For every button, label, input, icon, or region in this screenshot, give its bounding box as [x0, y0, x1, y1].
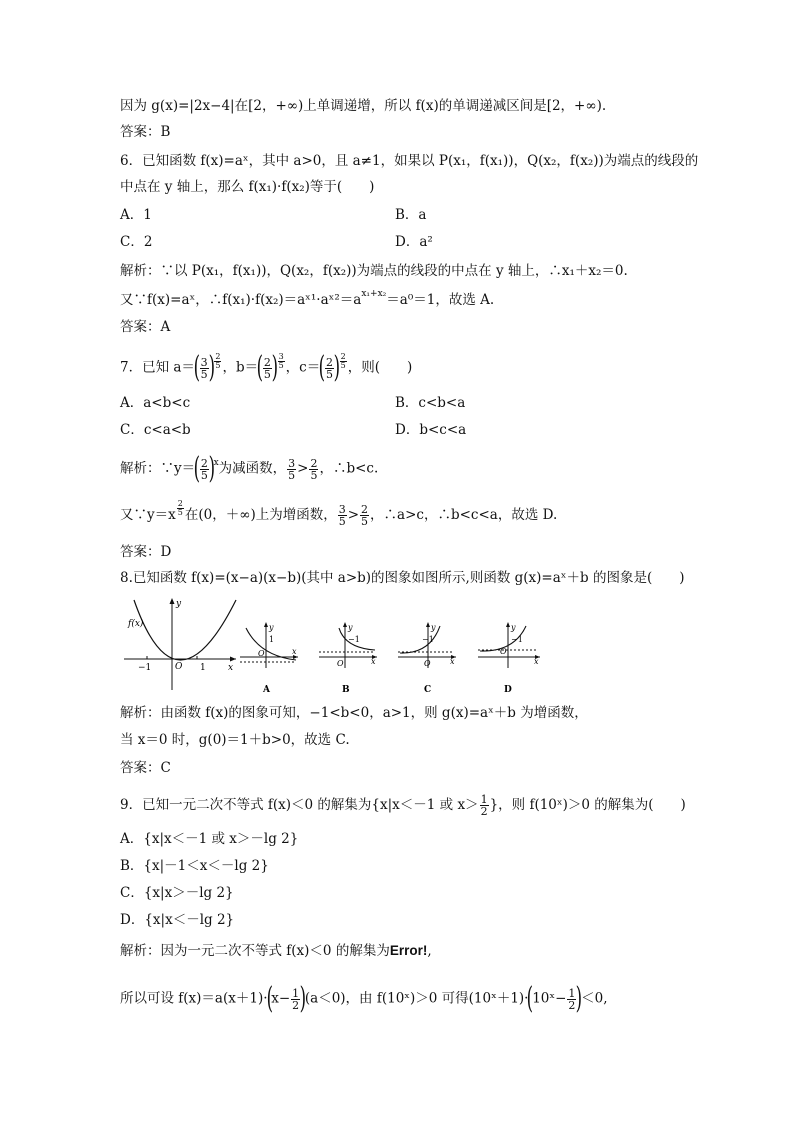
graph-option-a	[240, 622, 298, 695]
x-label: x	[450, 657, 455, 666]
q9-end: }，则 f(10ˣ)＞0 的解集为( )	[489, 797, 686, 813]
option-label-b: B	[342, 685, 350, 695]
q7-option-b: B．c<b<a	[395, 395, 466, 411]
fraction-3-5: $\frac{3}{5}$	[338, 503, 346, 528]
option-label-c: C	[424, 685, 432, 695]
option-label-a: A	[263, 685, 270, 695]
right-paren: )	[299, 981, 307, 1016]
right-paren: )	[208, 451, 215, 486]
q7-solution-2	[120, 499, 558, 528]
question-6-line1: 6．已知函数 f(x)=aˣ，其中 a>0，且 a≠1，如果以 P(x₁，f(x₁))，Q(x₂，f(x₂))为端点的线段的	[120, 153, 699, 169]
fraction-1-2: $\frac{1}{2}$	[480, 793, 488, 818]
q9s2-a: 所以可设 f(x)＝a(x＋1)·	[120, 990, 268, 1007]
graph-option-b	[319, 622, 377, 695]
left-paren: (	[256, 350, 264, 385]
graph-option-c	[398, 622, 456, 695]
answer-7: 答案：D	[120, 544, 172, 560]
origin-label: O	[337, 659, 344, 668]
q9-option-a: A．{x|x＜－1 或 x＞－lg 2}	[120, 831, 299, 847]
x-label: x	[371, 657, 376, 666]
origin-label: O	[258, 649, 265, 658]
fraction-2-5: $\frac{2}{5}$	[200, 456, 208, 482]
main-x-label: x	[228, 663, 234, 673]
q9-option-c: C．{x|x＞－lg 2}	[120, 885, 234, 901]
q7-end: ，则( )	[347, 359, 413, 376]
origin-label: O	[424, 659, 431, 668]
question-8-figure	[118, 594, 548, 698]
y-arrow	[343, 622, 347, 627]
tenx-minus: 10ˣ−	[532, 990, 567, 1007]
greater-sign: >	[297, 460, 309, 477]
solution-line: 因为 g(x)=|2x−4|在[2，+∞)上单调递增，所以 f(x)的单调递减区间是[2，+∞).	[120, 98, 607, 114]
fraction-2-5: $\frac{2}{5}$	[325, 355, 333, 381]
y-arrow	[426, 622, 430, 627]
x-label: x	[292, 647, 297, 656]
q6-solution-2a: 又∵f(x)=aˣ，∴f(x₁)·f(x₂)＝aˣ¹·aˣ²＝a	[120, 292, 362, 308]
q8-solution-1: 解析：由函数 f(x)的图象可知，−1<b<0，a>1，则 g(x)=aˣ＋b 为增函数，	[120, 705, 588, 721]
graph-option-d	[478, 622, 540, 695]
q9-solution-1	[120, 942, 432, 960]
fraction-3-5: $\frac{3}{5}$	[200, 355, 208, 381]
q7s1-mid: 为减函数，	[218, 460, 287, 477]
q9-option-b: B．{x|－1＜x＜－lg 2}	[120, 858, 269, 874]
q7-option-c: C．c<a<b	[120, 422, 191, 438]
fraction-2-5: $\frac{2}{5}$	[263, 355, 271, 381]
question-8: 8.已知函数 f(x)=(x−a)(x−b)(其中 a>b)的图象如图所示,则函数 g(x)=aˣ＋b 的图象是( )	[120, 570, 685, 586]
q9s2-c: ＜0,	[581, 990, 608, 1007]
left-paren: (	[193, 451, 201, 486]
q7s2-end: ，∴a>c，∴b<c<a，故选 D.	[370, 507, 558, 523]
y-arrow	[506, 622, 510, 627]
exponent-3-5: 3 5	[278, 351, 284, 370]
q7s1-prefix: 解析：∵y＝	[120, 460, 196, 477]
neg1-label: −1	[348, 635, 360, 644]
q7s2-mid: 在(0，＋∞)上为增函数，	[184, 507, 337, 523]
y-arrow	[264, 622, 268, 627]
left-paren: (	[266, 981, 273, 1016]
main-tick-1-label: 1	[200, 663, 206, 673]
y-label: y	[431, 623, 436, 632]
q6-option-d: D．a²	[395, 234, 433, 250]
right-paren: )	[271, 350, 278, 385]
right-paren: )	[576, 981, 583, 1016]
fraction-2-5: $\frac{2}{5}$	[310, 456, 318, 482]
option-label-d: D	[504, 685, 512, 695]
q7-prefix: 7．已知 a＝	[120, 359, 195, 376]
neg1-label: −1	[511, 635, 523, 644]
q8-solution-2: 当 x＝0 时，g(0)＝1＋b>0，故选 C.	[120, 732, 350, 748]
q9-solution-2	[120, 981, 608, 1016]
parabola-curve	[134, 600, 236, 660]
exponent-2-5: 2 5	[340, 351, 346, 370]
curve	[246, 628, 296, 660]
q7-option-a: A．a<b<c	[120, 395, 191, 411]
x-minus: x−	[271, 990, 291, 1007]
main-origin-label: O	[175, 662, 183, 672]
main-graph	[124, 598, 236, 690]
q6-solution-1: 解析：∵以 P(x₁，f(x₁))，Q(x₂，f(x₂))为端点的线段的中点在 y 轴上，∴x₁＋x₂＝0.	[120, 263, 628, 279]
y-label: y	[269, 623, 274, 632]
q9-option-d: D．{x|x＜－lg 2}	[120, 912, 235, 928]
main-tick-neg1-label: −1	[138, 663, 152, 673]
question-7	[120, 350, 413, 385]
fraction-3-5: $\frac{3}{5}$	[288, 456, 296, 482]
q7-solution-1	[120, 451, 379, 486]
q9-prefix: 9．已知一元二次不等式 f(x)＜0 的解集为{x|x＜－1 或 x＞	[120, 797, 479, 813]
main-x-arrow	[230, 657, 236, 662]
left-paren: (	[318, 350, 326, 385]
neg1-label: −1	[422, 635, 434, 644]
error-text: Error!	[389, 943, 428, 958]
exponent-2-5: 2 5	[215, 351, 221, 370]
y-label: y	[511, 623, 516, 632]
main-fx-label: f(x)	[128, 619, 144, 629]
main-y-label: y	[176, 599, 182, 609]
fraction-2-5: $\frac{2}{5}$	[361, 503, 369, 528]
q9s1-end: ,	[427, 943, 432, 959]
main-y-arrow	[170, 598, 175, 604]
q6-option-c: C．2	[120, 234, 153, 250]
answer-6: 答案：A	[120, 319, 171, 335]
greater-sign: >	[347, 507, 360, 523]
fraction-1-2: $\frac{1}{2}$	[568, 986, 576, 1012]
q7-c: ，c＝	[285, 359, 321, 376]
x-label: x	[534, 657, 539, 666]
left-paren: (	[193, 350, 201, 385]
q6-solution-2b: ＝a⁰＝1，故选 A.	[386, 292, 495, 308]
q9s2-b: (a＜0)，由 f(10ˣ)＞0 可得(10ˣ＋1)·	[304, 990, 529, 1007]
fraction-1-2: $\frac{1}{2}$	[292, 986, 300, 1012]
q7s1-end: ，∴b<c.	[319, 460, 379, 477]
q6-option-a: A．1	[120, 207, 152, 223]
q6-solution-2-exponent: x₁+x₂	[361, 289, 387, 299]
exponent-2-5: 2 5	[177, 499, 183, 517]
y-label: y	[348, 623, 353, 632]
q7s2-prefix: 又∵y＝x	[120, 507, 176, 523]
answer-8: 答案：C	[120, 760, 171, 776]
q9s1-prefix: 解析：因为一元二次不等式 f(x)＜0 的解集为	[120, 943, 390, 959]
exponent-x: x	[213, 457, 219, 468]
q7-b: ，b＝	[222, 359, 259, 376]
right-paren: )	[333, 350, 341, 385]
q7-option-d: D．b<c<a	[395, 422, 467, 438]
question-6-line2: 中点在 y 轴上，那么 f(x₁)·f(x₂)等于( )	[120, 179, 375, 195]
left-paren: (	[527, 981, 534, 1016]
q6-option-b: B．a	[395, 207, 427, 223]
origin-label: O	[500, 647, 507, 656]
right-paren: )	[208, 350, 215, 385]
answer-5: 答案：B	[120, 124, 171, 140]
question-9	[120, 794, 686, 817]
one-label: 1	[269, 635, 275, 644]
q6-solution-2	[120, 291, 494, 311]
